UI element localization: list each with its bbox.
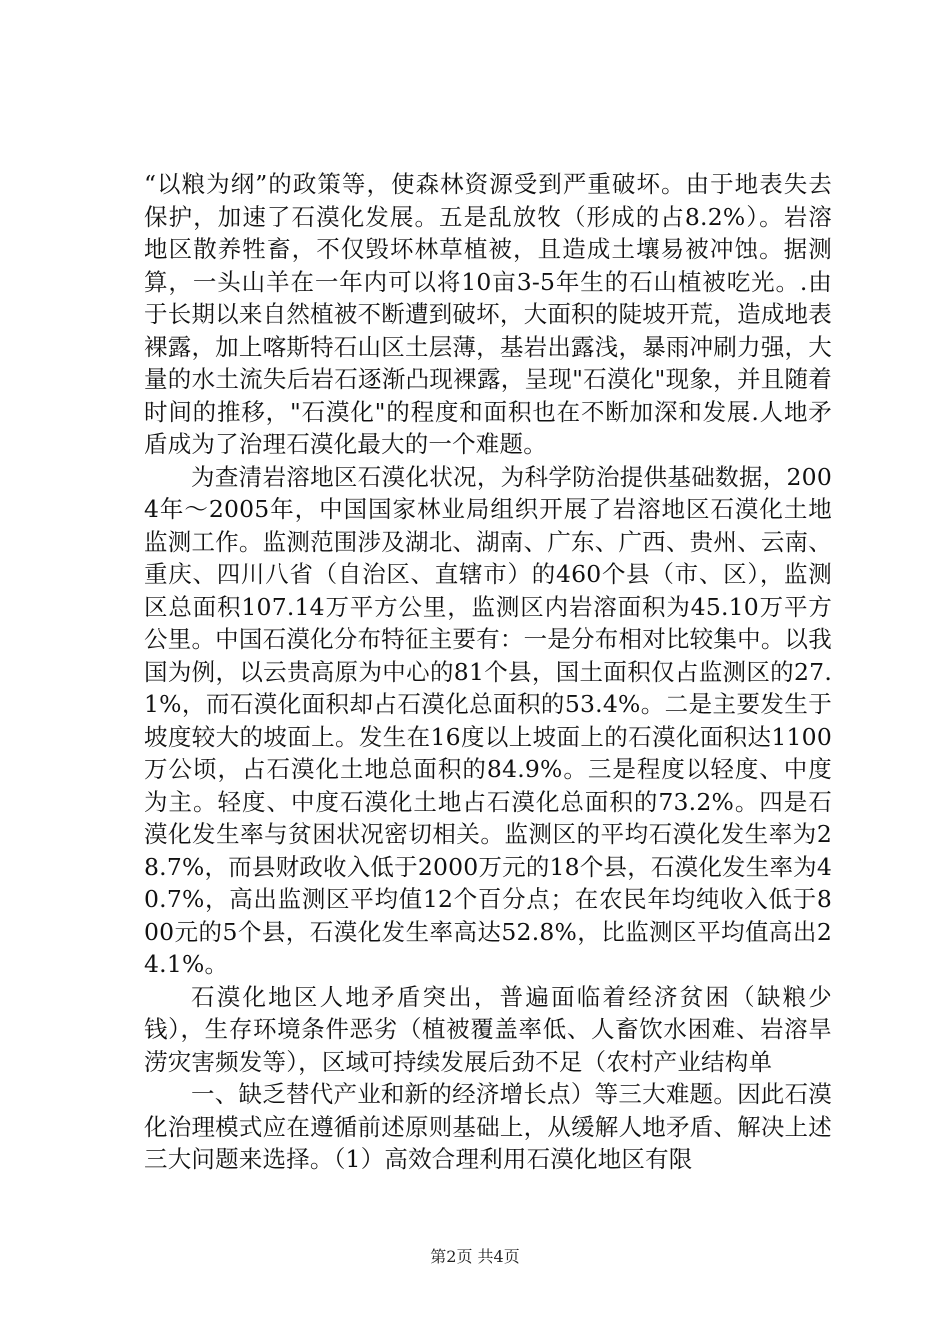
page-number-footer: 第2页 共4页 [430,1247,520,1266]
paragraph-4: 一、缺乏替代产业和新的经济增长点）等三大难题。因此石漠化治理模式应在遵循前述原则基础上，从缓解人地矛盾、解决上述三大问题来选择。（1）高效合理利用石漠化地区有限 [144,1080,832,1173]
paragraph-3: 石漠化地区人地矛盾突出，普遍面临着经济贫困（缺粮少钱），生存环境条件恶劣（植被覆盖率低、人畜饮水困难、岩溶旱涝灾害频发等），区域可持续发展后劲不足（农村产业结构单 [144,982,832,1076]
paragraph-1: “以粮为纲”的政策等，使森林资源受到严重破坏。由于地表失去保护，加速了石漠化发展。五是乱放牧（形成的占8.2%）。岩溶地区散养牲畜，不仅毁坏林草植被，且造成土壤易被冲蚀。据测算，一头山羊在一年内可以将10亩3-5年生的石山植被吃光。.由于长期以来自然植被不断遭到破坏，大面积的陡坡开荒，造成地表裸露，加上喀斯特石山区土层薄，基岩出露浅，暴雨冲刷力强，大量的水土流失后岩石逐渐凸现裸露，呈现"石漠化"现象，并且随着时间的推移，"石漠化"的程度和面积也在不断加深和发展.人地矛盾成为了治理石漠化最大的一个难题。 [144,170,832,458]
document-body [144,168,832,1176]
paragraph-2: 为查清岩溶地区石漠化状况，为科学防治提供基础数据，2004年～2005年，中国国家林业局组织开展了岩溶地区石漠化土地监测工作。监测范围涉及湖北、湖南、广东、广西、贵州、云南、重庆、四川八省（自治区、直辖市）的460个县（市、区），监测区总面积107.14万平方公里，监测区内岩溶面积为45.10万平方公里。中国石漠化分布特征主要有：一是分布相对比较集中。以我国为例，以云贵高原为中心的81个县，国土面积仅占监测区的27.1%，而石漠化面积却占石漠化总面积的53.4%。二是主要发生于坡度较大的坡面上。发生在16度以上坡面上的石漠化面积达1100万公顷，占石漠化土地总面积的84.9%。三是程度以轻度、中度为主。轻度、中度石漠化土地占石漠化总面积的73.2%。四是石漠化发生率与贫困状况密切相关。监测区的平均石漠化发生率为28.7%，而县财政收入低于2000万元的18个县，石漠化发生率为40.7%，高出监测区平均值12个百分点；在农民年均纯收入低于800元的5个县，石漠化发生率高达52.8%，比监测区平均值高出24.1%。 [144,462,832,978]
